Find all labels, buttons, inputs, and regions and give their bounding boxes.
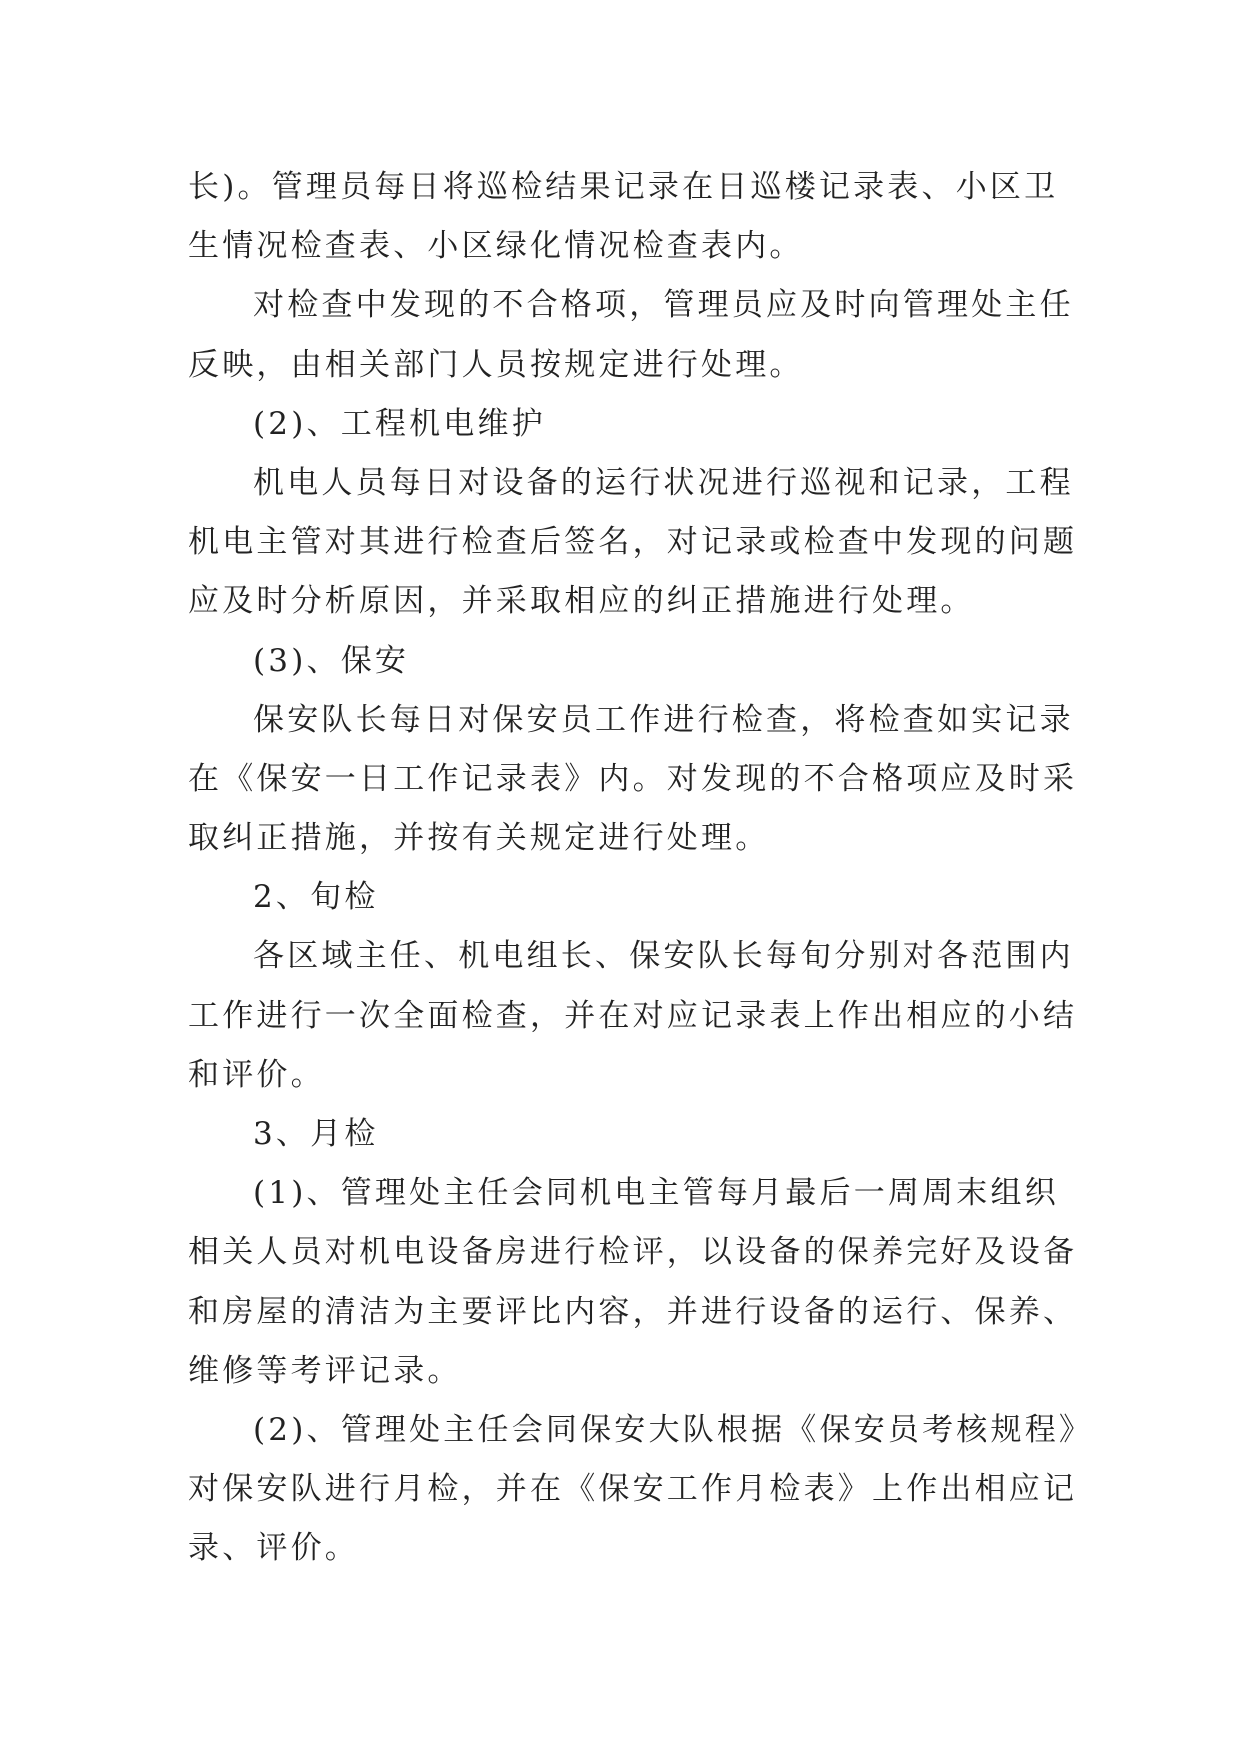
section-heading: 3、月检	[253, 1116, 379, 1152]
paragraph-first-line: 保安队长每日对保安员工作进行检查，将检查如实记录	[253, 701, 1074, 738]
paragraph-first-line: 对检查中发现的不合格项，管理员应及时向管理处主任	[253, 287, 1074, 324]
paragraph-first-line: 各区域主任、机电组长、保安队长每旬分别对各范围内	[253, 938, 1074, 975]
text-line: 和房屋的清洁为主要评比内容，并进行设备的运行、保养、	[188, 1293, 1078, 1330]
section-heading: (3)、保安	[253, 642, 410, 679]
document-body	[188, 158, 1094, 1579]
paragraph-first-line: (2)、管理处主任会同保安大队根据《保安员考核规程》	[253, 1411, 1094, 1448]
text-line: 应及时分析原因，并采取相应的纠正措施进行处理。	[188, 583, 975, 620]
text-line: 维修等考评记录。	[188, 1352, 462, 1389]
text-line: 在《保安一日工作记录表》内。对发现的不合格项应及时采	[188, 760, 1078, 797]
text-line: 长)。管理员每日将巡检结果记录在日巡楼记录表、小区卫	[188, 169, 1059, 205]
paragraph-first-line: (1)、管理处主任会同机电主管每月最后一周周末组织	[253, 1175, 1059, 1212]
text-line: 生情况检查表、小区绿化情况检查表内。	[188, 228, 804, 265]
text-line: 和评价。	[188, 1056, 325, 1093]
text-line: 取纠正措施，并按有关规定进行处理。	[188, 820, 770, 857]
text-line: 工作进行一次全面检查，并在对应记录表上作出相应的小结	[188, 997, 1078, 1034]
section-heading: 2、旬检	[253, 879, 379, 916]
text-line: 相关人员对机电设备房进行检评，以设备的保养完好及设备	[188, 1234, 1078, 1271]
text-line: 机电主管对其进行检查后签名，对记录或检查中发现的问题	[188, 524, 1078, 561]
paragraph-first-line: 机电人员每日对设备的运行状况进行巡视和记录，工程	[253, 464, 1074, 501]
text-line: 录、评价。	[188, 1530, 359, 1567]
text-line: 对保安队进行月检，并在《保安工作月检表》上作出相应记	[188, 1471, 1078, 1508]
section-heading: (2)、工程机电维护	[253, 405, 546, 442]
text-line: 反映，由相关部门人员按规定进行处理。	[188, 346, 804, 383]
